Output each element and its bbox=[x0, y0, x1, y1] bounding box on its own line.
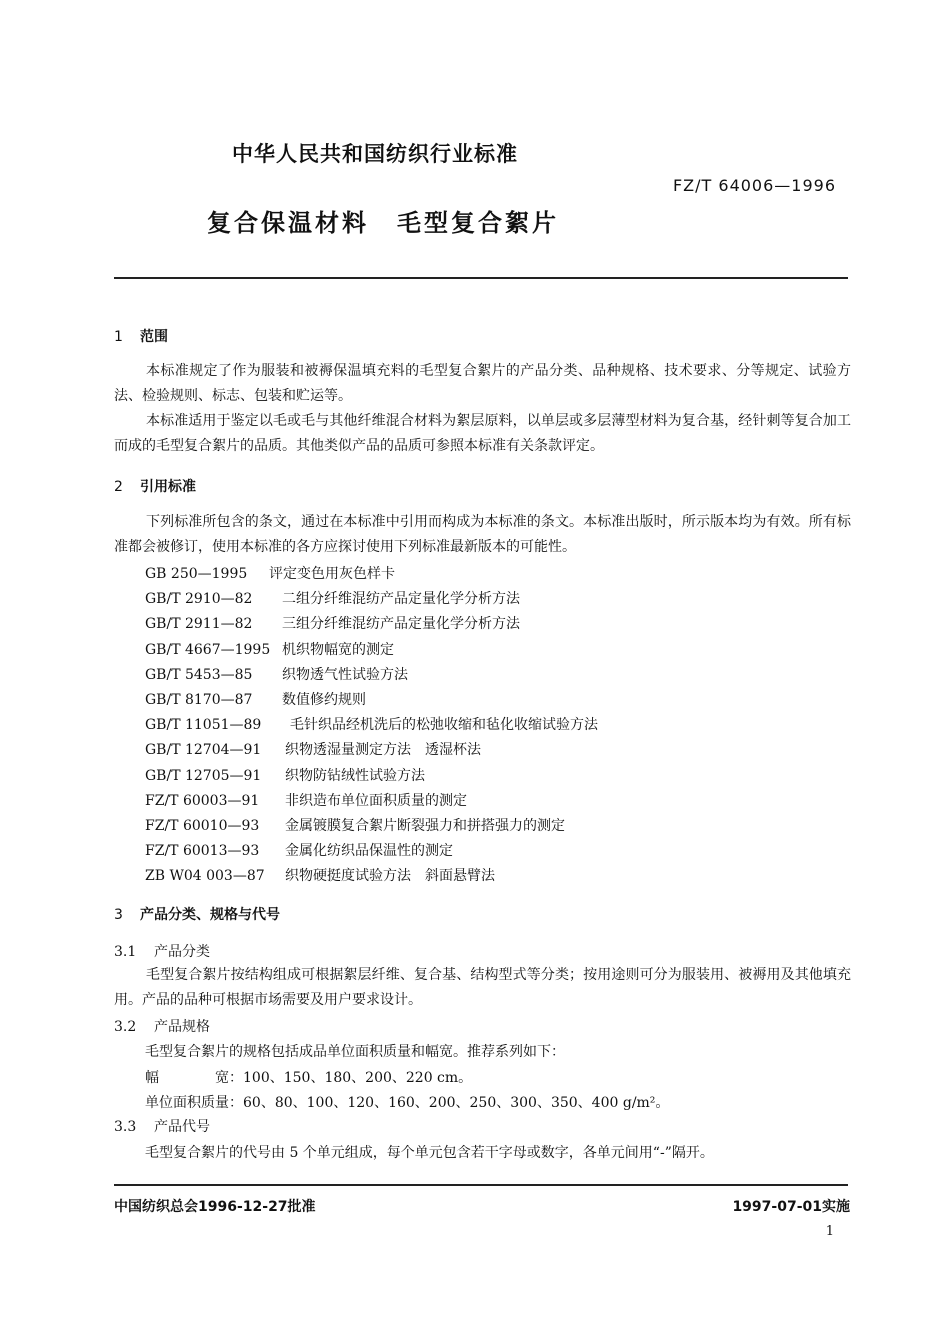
section-2-title: 引用标准 bbox=[140, 479, 196, 495]
reference-title: 非织造布单位面积质量的测定 bbox=[285, 792, 467, 809]
subsection-3-2-line: 毛型复合絮片的规格包括成品单位面积质量和幅宽。推荐系列如下： bbox=[145, 1044, 565, 1060]
reference-code: GB/T 2911—82 bbox=[145, 616, 253, 633]
reference-title: 织物透湿量测定方法 透湿杯法 bbox=[285, 742, 481, 759]
reference-title: 织物防钻绒性试验方法 bbox=[285, 767, 425, 784]
subsection-3-3-heading bbox=[114, 1116, 210, 1136]
section-1-title: 范围 bbox=[140, 329, 168, 345]
reference-code: FZ/T 60003—91 bbox=[145, 792, 260, 809]
reference-item bbox=[145, 790, 467, 810]
subsection-3-3-num: 3.3 bbox=[114, 1119, 137, 1135]
issuing-org: 中华人民共和国纺织行业标准 bbox=[232, 142, 518, 166]
section-1-para-1: 本标准规定了作为服装和被褥保温填充料的毛型复合絮片的产品分类、品种规格、技术要求、分等规定、试验方法、检验规则、标志、包装和贮运等。 bbox=[114, 363, 851, 404]
page-number: 1 bbox=[825, 1224, 834, 1239]
reference-code: GB 250—1995 bbox=[145, 566, 248, 582]
reference-title: 数值修约规则 bbox=[282, 692, 366, 708]
document-title bbox=[207, 203, 559, 238]
reference-code: ZB W04 003—87 bbox=[145, 868, 265, 885]
reference-item bbox=[145, 689, 366, 709]
section-2-num: 2 bbox=[114, 479, 123, 495]
reference-item bbox=[145, 588, 520, 608]
reference-code: GB/T 2910—82 bbox=[145, 591, 253, 608]
section-1-heading bbox=[114, 326, 168, 346]
reference-code: FZ/T 60013—93 bbox=[145, 843, 260, 860]
title-part1: 复合保温材料 bbox=[207, 209, 369, 237]
reference-title: 织物硬挺度试验方法 斜面悬臂法 bbox=[285, 868, 495, 885]
reference-title: 织物透气性试验方法 bbox=[282, 666, 408, 683]
subsection-3-1-title: 产品分类 bbox=[154, 944, 210, 960]
subsection-3-1-num: 3.1 bbox=[114, 944, 137, 960]
reference-item bbox=[145, 765, 425, 785]
section-2-para: 下列标准所包含的条文，通过在本标准中引用而构成为本标准的条文。本标准出版时，所示版本均为有效。所有标准都会被修订，使用本标准的各方应探讨使用下列标准最新版本的可能性。 bbox=[114, 514, 851, 555]
reference-title: 金属化纺织品保温性的测定 bbox=[285, 843, 453, 860]
reference-item bbox=[145, 815, 565, 835]
section-1-num: 1 bbox=[114, 329, 123, 345]
subsection-3-2-heading bbox=[114, 1016, 210, 1036]
section-3-num: 3 bbox=[114, 907, 123, 923]
subsection-3-3-title: 产品代号 bbox=[154, 1119, 210, 1135]
reference-item bbox=[145, 639, 394, 659]
section-3-heading bbox=[114, 904, 280, 924]
implementation-date: 1997-07-01实施 bbox=[732, 1199, 850, 1215]
subsection-3-1-para: 毛型复合絮片按结构组成可根据絮层纤维、复合基、结构型式等分类；按用途则可分为服装用、被褥用及其他填充用。产品的品种可根据市场需要及用户要求设计。 bbox=[114, 967, 851, 1008]
reference-code: GB/T 12704—91 bbox=[145, 742, 262, 759]
reference-title: 机织物幅宽的测定 bbox=[282, 641, 394, 658]
reference-item bbox=[145, 563, 395, 583]
reference-item bbox=[145, 664, 408, 684]
mass-spec bbox=[145, 1092, 669, 1112]
approval-date: 中国纺织总会1996-12-27批准 bbox=[114, 1199, 316, 1215]
mass-values: 60、80、100、120、160、200、250、300、350、400 g/m²。 bbox=[243, 1095, 670, 1111]
title-part2: 毛型复合絮片 bbox=[397, 209, 559, 237]
standard-code: FZ/T 64006—1996 bbox=[672, 176, 836, 195]
subsection-3-2-num: 3.2 bbox=[114, 1019, 137, 1035]
width-values: 100、150、180、200、220 cm。 bbox=[243, 1070, 473, 1086]
section-3-title: 产品分类、规格与代号 bbox=[140, 907, 280, 923]
section-2-heading bbox=[114, 476, 196, 496]
subsection-3-2-title: 产品规格 bbox=[154, 1019, 210, 1035]
reference-code: FZ/T 60010—93 bbox=[145, 818, 260, 834]
reference-title: 二组分纤维混纺产品定量化学分析方法 bbox=[282, 591, 520, 608]
reference-item bbox=[145, 739, 481, 759]
reference-title: 评定变色用灰色样卡 bbox=[269, 566, 395, 582]
section-1-para-2: 本标准适用于鉴定以毛或毛与其他纤维混合材料为絮层原料，以单层或多层薄型材料为复合基，经针刺等复合加工而成的毛型复合絮片的品质。其他类似产品的品质可参照本标准有关条款评定。 bbox=[114, 413, 851, 454]
mass-label: 单位面积质量： bbox=[145, 1095, 243, 1111]
subsection-3-3-line: 毛型复合絮片的代号由 5 个单元组成，每个单元包含若干字母或数字，各单元间用“-”隔开。 bbox=[145, 1145, 714, 1161]
reference-code: GB/T 12705—91 bbox=[145, 767, 262, 784]
width-label: 幅 宽： bbox=[145, 1070, 243, 1086]
footer-divider bbox=[114, 1184, 848, 1186]
reference-item bbox=[145, 840, 453, 860]
subsection-3-1-heading bbox=[114, 941, 210, 961]
reference-title: 毛针织品经机洗后的松弛收缩和毡化收缩试验方法 bbox=[290, 717, 598, 734]
reference-item bbox=[145, 613, 520, 633]
reference-code: GB/T 5453—85 bbox=[145, 666, 253, 683]
header-divider bbox=[114, 277, 848, 279]
reference-item bbox=[145, 714, 598, 734]
reference-code: GB/T 11051—89 bbox=[145, 717, 262, 734]
reference-code: GB/T 8170—87 bbox=[145, 692, 253, 708]
width-spec bbox=[145, 1067, 472, 1087]
reference-title: 金属镀膜复合絮片断裂强力和拼搭强力的测定 bbox=[285, 818, 565, 834]
reference-code: GB/T 4667—1995 bbox=[145, 641, 271, 658]
reference-item bbox=[145, 865, 495, 885]
reference-title: 三组分纤维混纺产品定量化学分析方法 bbox=[282, 616, 520, 633]
